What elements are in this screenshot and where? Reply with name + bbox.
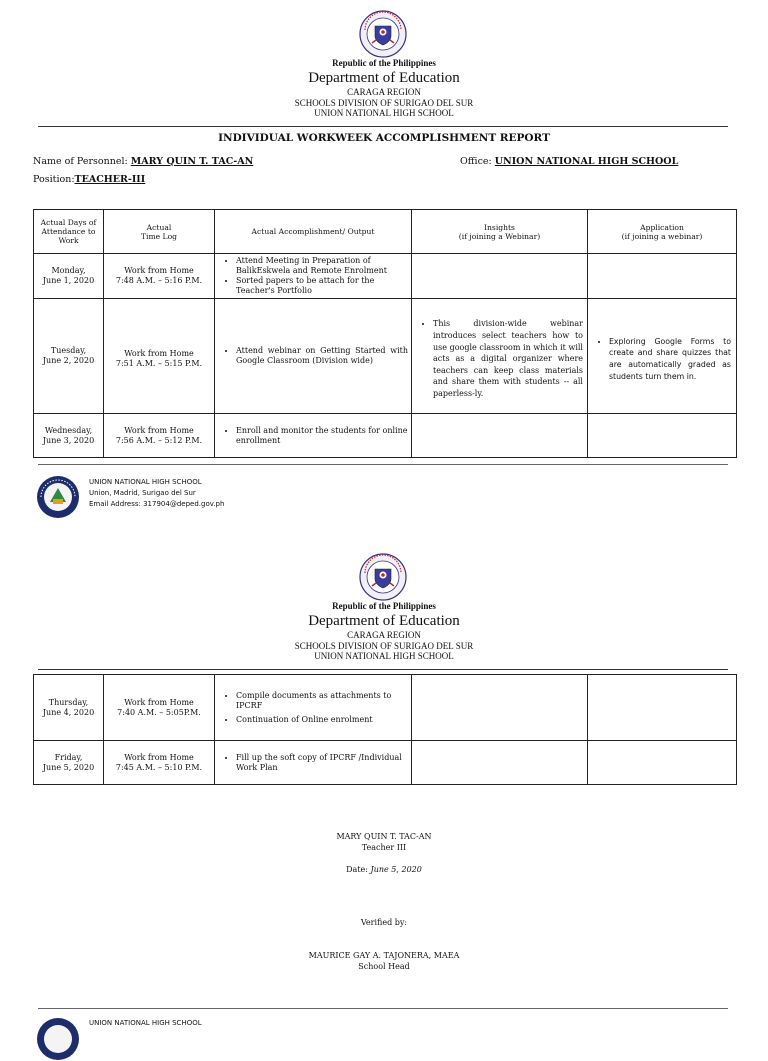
day-cell: Monday, June 1, 2020 [34, 254, 104, 299]
insight-cell [412, 675, 588, 741]
list-item: • Enroll and monitor the students for online enrollment [236, 426, 408, 446]
report-title: INDIVIDUAL WORKWEEK ACCOMPLISHMENT REPORT [218, 132, 550, 144]
application-cell [588, 299, 737, 414]
header-divider [38, 126, 728, 127]
region-line: CARAGA REGION [347, 87, 421, 97]
insight-cell [412, 299, 588, 414]
application-cell [588, 675, 737, 741]
date-label: Date: [346, 865, 368, 874]
list-item: • Sorted papers to be attach for the Teacher's Portfolio [236, 276, 408, 296]
day-cell: Wednesday, June 3, 2020 [34, 414, 104, 458]
table-row [34, 741, 737, 785]
office-value: UNION NATIONAL HIGH SCHOOL [494, 156, 679, 167]
time-cell: Work from Home 7:40 A.M. – 5:05P.M. [104, 675, 215, 741]
date-value: June 5, 2020 [370, 865, 422, 874]
verifier-role: School Head [358, 962, 410, 971]
position-line [33, 174, 145, 185]
application-cell [588, 414, 737, 458]
list-item: • Attend Meeting in Preparation of BalikEskwela and Remote Enrolment [236, 256, 408, 276]
school-seal-icon [36, 475, 80, 519]
day-cell: Tuesday, June 2, 2020 [34, 299, 104, 414]
footer-email: Email Address: 317904@deped.gov.ph [89, 500, 225, 508]
accomplishment-table [33, 209, 737, 458]
list-item: • Compile documents as attachments to IPCRF [236, 691, 408, 711]
deped-seal-icon [359, 10, 407, 58]
accomplishment-cell [215, 299, 412, 414]
department-name: Department of Education [308, 70, 460, 86]
table-row [34, 254, 737, 299]
division-line: SCHOOLS DIVISION OF SURIGAO DEL SUR [294, 97, 474, 108]
list-item: • Fill up the soft copy of IPCRF /Individual Work Plan [236, 753, 408, 773]
time-cell: Work from Home 7:48 A.M. – 5:16 P.M. [104, 254, 215, 299]
list-item: • Attend webinar on Getting Started with Google Classroom (Division wide) [236, 346, 408, 366]
time-cell: Work from Home 7:56 A.M. – 5:12 P.M. [104, 414, 215, 458]
deped-seal-icon [359, 553, 407, 601]
table-row [34, 675, 737, 741]
footer-address: Union, Madrid, Surigao del Sur [89, 489, 196, 497]
accomplishment-table-continued [33, 674, 737, 785]
time-cell: Work from Home 7:45 A.M. – 5:10 P.M. [104, 741, 215, 785]
division-line: SCHOOLS DIVISION OF SURIGAO DEL SUR [294, 640, 474, 651]
footer-school: UNION NATIONAL HIGH SCHOOL [89, 1019, 202, 1027]
date-line [0, 865, 768, 874]
footer-divider [38, 1008, 728, 1009]
verified-label: Verified by: [360, 918, 408, 927]
position-label: Position: [33, 174, 75, 185]
time-cell: Work from Home 7:51 A.M. – 5:15 P.M. [104, 299, 215, 414]
table-row [34, 414, 737, 458]
footer-divider [38, 464, 728, 465]
school-line: UNION NATIONAL HIGH SCHOOL [314, 108, 454, 118]
day-cell: Friday, June 5, 2020 [34, 741, 104, 785]
position-value: TEACHER-III [74, 174, 146, 185]
list-item: • Exploring Google Forms to create and share quizzes that are automatically graded as students turn them in. [609, 336, 731, 382]
footer-school: UNION NATIONAL HIGH SCHOOL [89, 478, 202, 486]
header-divider [38, 669, 728, 670]
list-item: • Continuation of Online enrolment [236, 715, 408, 725]
accomplishment-cell [215, 675, 412, 741]
insight-cell [412, 414, 588, 458]
accomplishment-cell [215, 254, 412, 299]
verifier-name: MAURICE GAY A. TAJONERA, MAEA [308, 951, 460, 960]
table-header-row [34, 210, 737, 254]
footer-block [89, 477, 224, 510]
office-label: Office: [460, 156, 492, 167]
signatory-role: Teacher III [361, 843, 407, 852]
application-cell [588, 741, 737, 785]
application-cell [588, 254, 737, 299]
personnel-line [33, 156, 253, 167]
header-days: Actual Days of Attendance to Work [34, 210, 104, 254]
header-application: Application (if joining a webinar) [588, 210, 737, 254]
republic-line: Republic of the Philippines [332, 58, 436, 68]
header-time: Actual Time Log [104, 210, 215, 254]
day-cell: Thursday, June 4, 2020 [34, 675, 104, 741]
region-line: CARAGA REGION [347, 630, 421, 640]
signatory-name: MARY QUIN T. TAC-AN [336, 832, 432, 841]
accomplishment-cell [215, 414, 412, 458]
header-insights: Insights (if joining a Webinar) [412, 210, 588, 254]
department-name: Department of Education [308, 613, 460, 629]
list-item: • This division-wide webinar introduces select teachers how to use google classroom in which it will acts as a digital organizer where teachers can keep class materials and share them with students -- all paperless-ly. [433, 318, 583, 399]
republic-line: Republic of the Philippines [332, 601, 436, 611]
insight-cell [412, 741, 588, 785]
insight-cell [412, 254, 588, 299]
header-accomplishment: Actual Accomplishment/ Output [215, 210, 412, 254]
table-row [34, 299, 737, 414]
accomplishment-cell [215, 741, 412, 785]
school-line: UNION NATIONAL HIGH SCHOOL [314, 651, 454, 661]
name-label: Name of Personnel: [33, 156, 128, 167]
name-value: MARY QUIN T. TAC-AN [130, 156, 254, 167]
office-line [460, 156, 678, 167]
